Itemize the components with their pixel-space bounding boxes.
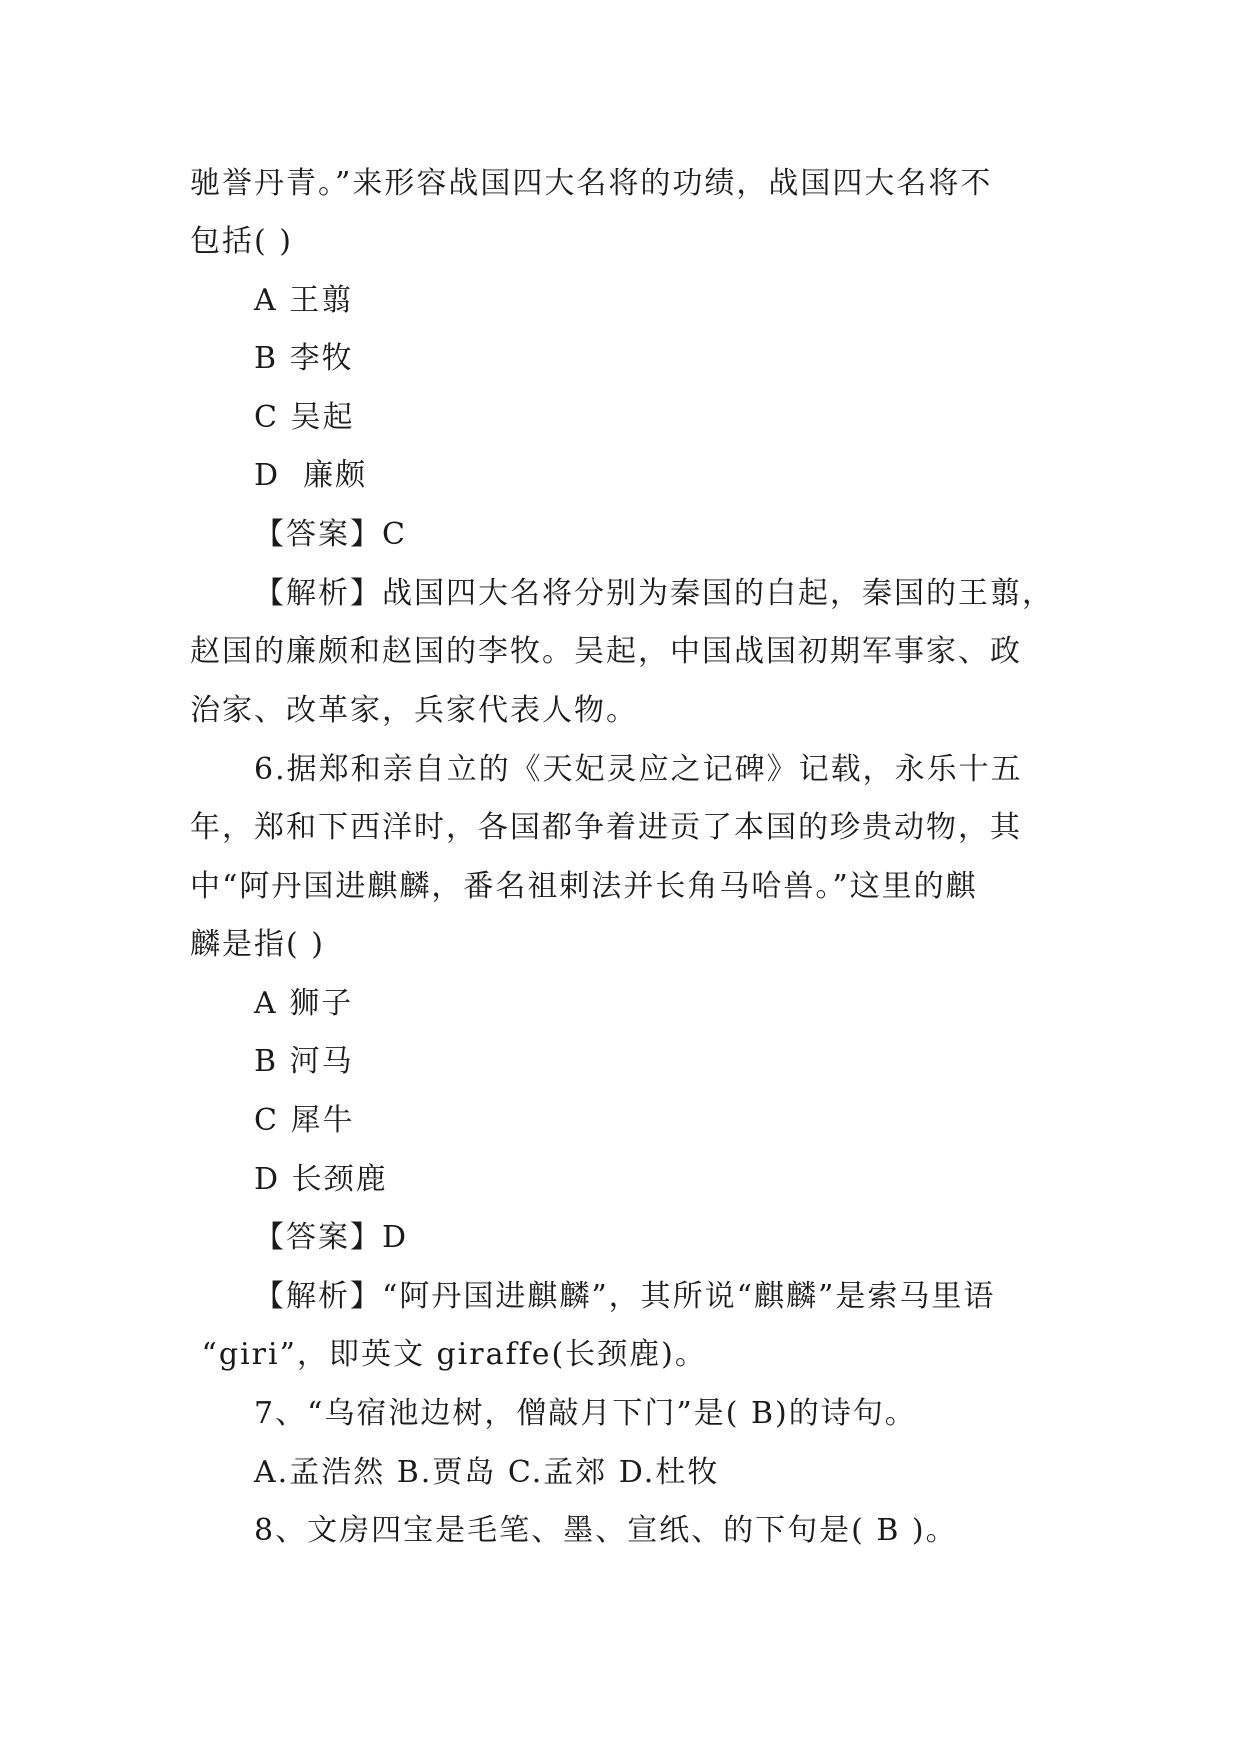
- question-6-option-d: D 长颈鹿: [254, 1162, 388, 1197]
- question-5-option-a: A 王翦: [254, 283, 354, 318]
- question-5-analysis-line-3: 治家、改革家，兵家代表人物。: [190, 693, 638, 728]
- question-6-stem-line-3: 中“阿丹国进麒麟，番名祖剌法并长角马哈兽。”这里的麒: [190, 869, 978, 904]
- question-6-analysis-line-2: “giri”，即英文 giraffe(长颈鹿)。: [190, 1337, 707, 1372]
- question-7-options: A.孟浩然 B.贾岛 C.孟郊 D.杜牧: [254, 1455, 720, 1490]
- question-5-option-d: D 廉颇: [254, 458, 368, 493]
- question-5-stem-line-2: 包括( ): [190, 224, 293, 259]
- question-5-option-b: B 李牧: [254, 341, 354, 376]
- question-6-stem-line-1: 6.据郑和亲自立的《天妃灵应之记碑》记载，永乐十五: [254, 752, 1023, 787]
- question-6-option-a: A 狮子: [254, 986, 354, 1021]
- question-5-stem-line-1: 驰誉丹青。”来形容战国四大名将的功绩，战国四大名将不: [190, 166, 993, 201]
- question-6-analysis-line-1: 【解析】“阿丹国进麒麟”，其所说“麒麟”是索马里语: [254, 1279, 996, 1314]
- question-5-analysis-line-1: 【解析】战国四大名将分别为秦国的白起，秦国的王翦，: [254, 576, 1054, 611]
- question-5-answer: 【答案】C: [254, 517, 407, 552]
- question-8-stem: 8、文房四宝是毛笔、墨、宣纸、的下句是( B )。: [254, 1513, 958, 1548]
- question-6-answer: 【答案】D: [254, 1220, 409, 1255]
- question-7-stem: 7、“乌宿池边树，僧敲月下门”是( B)的诗句。: [254, 1396, 917, 1431]
- question-5-option-c: C 吴起: [254, 400, 355, 435]
- question-6-stem-line-2: 年，郑和下西洋时，各国都争着进贡了本国的珍贵动物，其: [190, 810, 1022, 845]
- question-6-option-c: C 犀牛: [254, 1103, 355, 1138]
- question-5-analysis-line-2: 赵国的廉颇和赵国的李牧。吴起，中国战国初期军事家、政: [190, 634, 1022, 669]
- question-6-option-b: B 河马: [254, 1044, 354, 1079]
- question-6-stem-line-4: 麟是指( ): [190, 927, 325, 962]
